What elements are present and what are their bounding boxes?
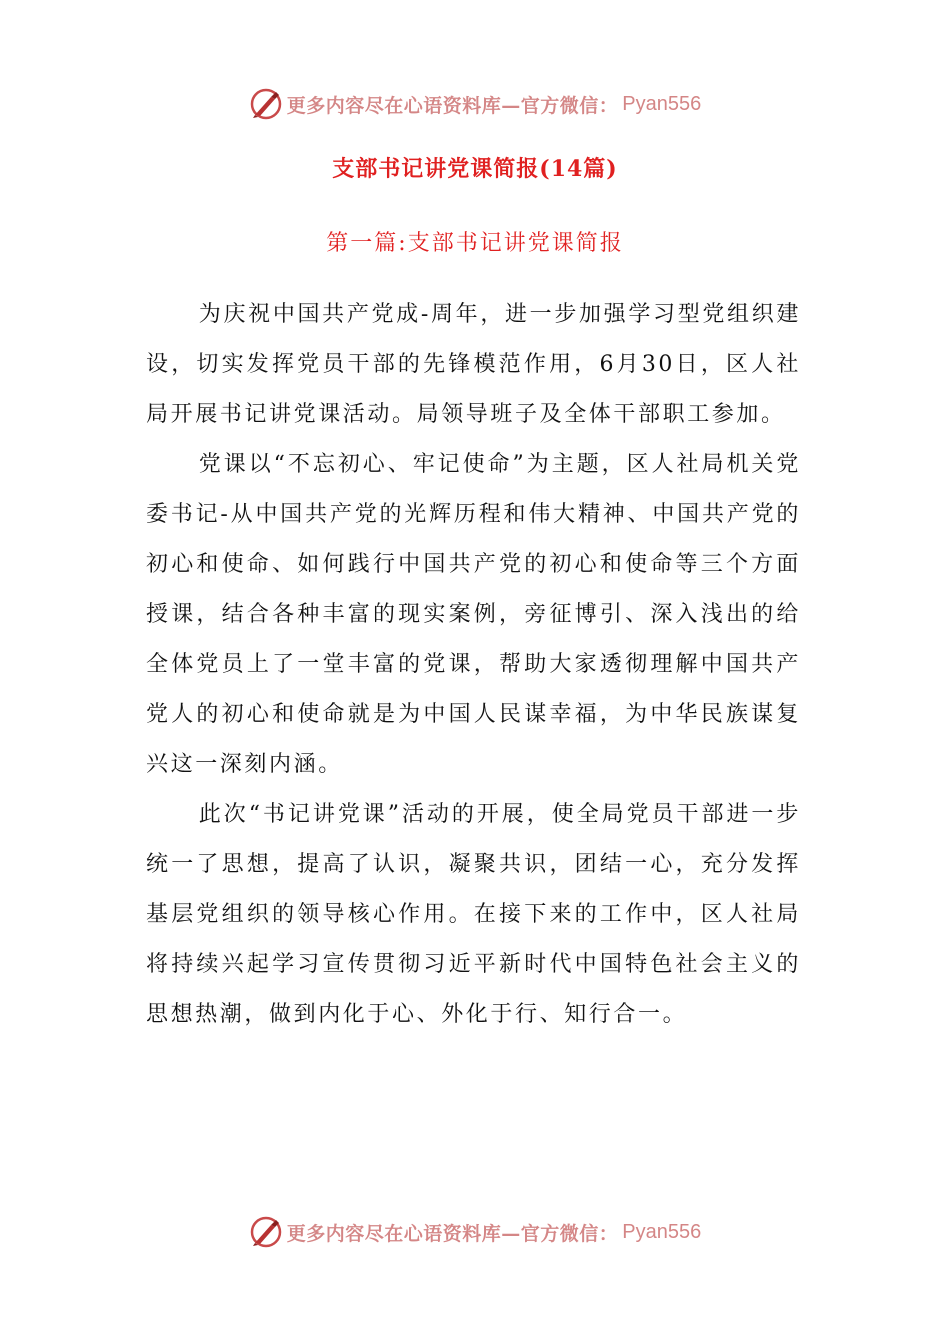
body-paragraph: 党课以“不忘初心、牢记使命”为主题，区人社局机关党委书记-从中国共产党的光辉历程和伟大精神、中国共产党的初心和使命、如何践行中国共产党的初心和使命等三个方面授课，结合各种丰富的现实案例，旁征博引、深入浅出的给全体党员上了一堂丰富的党课，帮助大家透彻理解中国共产党人的初心和使命就是为中国人民谋幸福，为中华民族谋复兴这一深刻内涵。 [146, 452, 801, 777]
pen-logo-icon [249, 1215, 283, 1249]
pen-logo-icon [249, 87, 283, 121]
header-banner [0, 84, 950, 124]
document-title: 支部书记讲党课简报(14篇) [332, 156, 618, 182]
body-paragraph: 此次“书记讲党课”活动的开展，使全局党员干部进一步统一了思想，提高了认识，凝聚共识，团结一心，充分发挥基层党组织的领导核心作用。在接下来的工作中，区人社局将持续兴起学习宣传贯彻习近平新时代中国特色社会主义的思想热潮，做到内化于心、外化于行、知行合一。 [146, 802, 801, 1027]
body-paragraph: 为庆祝中国共产党成-周年，进一步加强学习型党组织建设，切实发挥党员干部的先锋模范作用，6月30日，区人社局开展书记讲党课活动。局领导班子及全体干部职工参加。 [146, 302, 801, 427]
footer-banner [0, 1212, 950, 1252]
document-body [146, 290, 801, 1040]
footer-banner-text: 更多内容尽在心语资料库—官方微信： [286, 1222, 619, 1245]
header-banner-text: 更多内容尽在心语资料库—官方微信： [286, 94, 619, 117]
section-subtitle: 第一篇:支部书记讲党课简报 [326, 231, 624, 256]
footer-banner-id: Pyan556 [622, 1220, 702, 1243]
header-banner-id: Pyan556 [622, 92, 702, 115]
